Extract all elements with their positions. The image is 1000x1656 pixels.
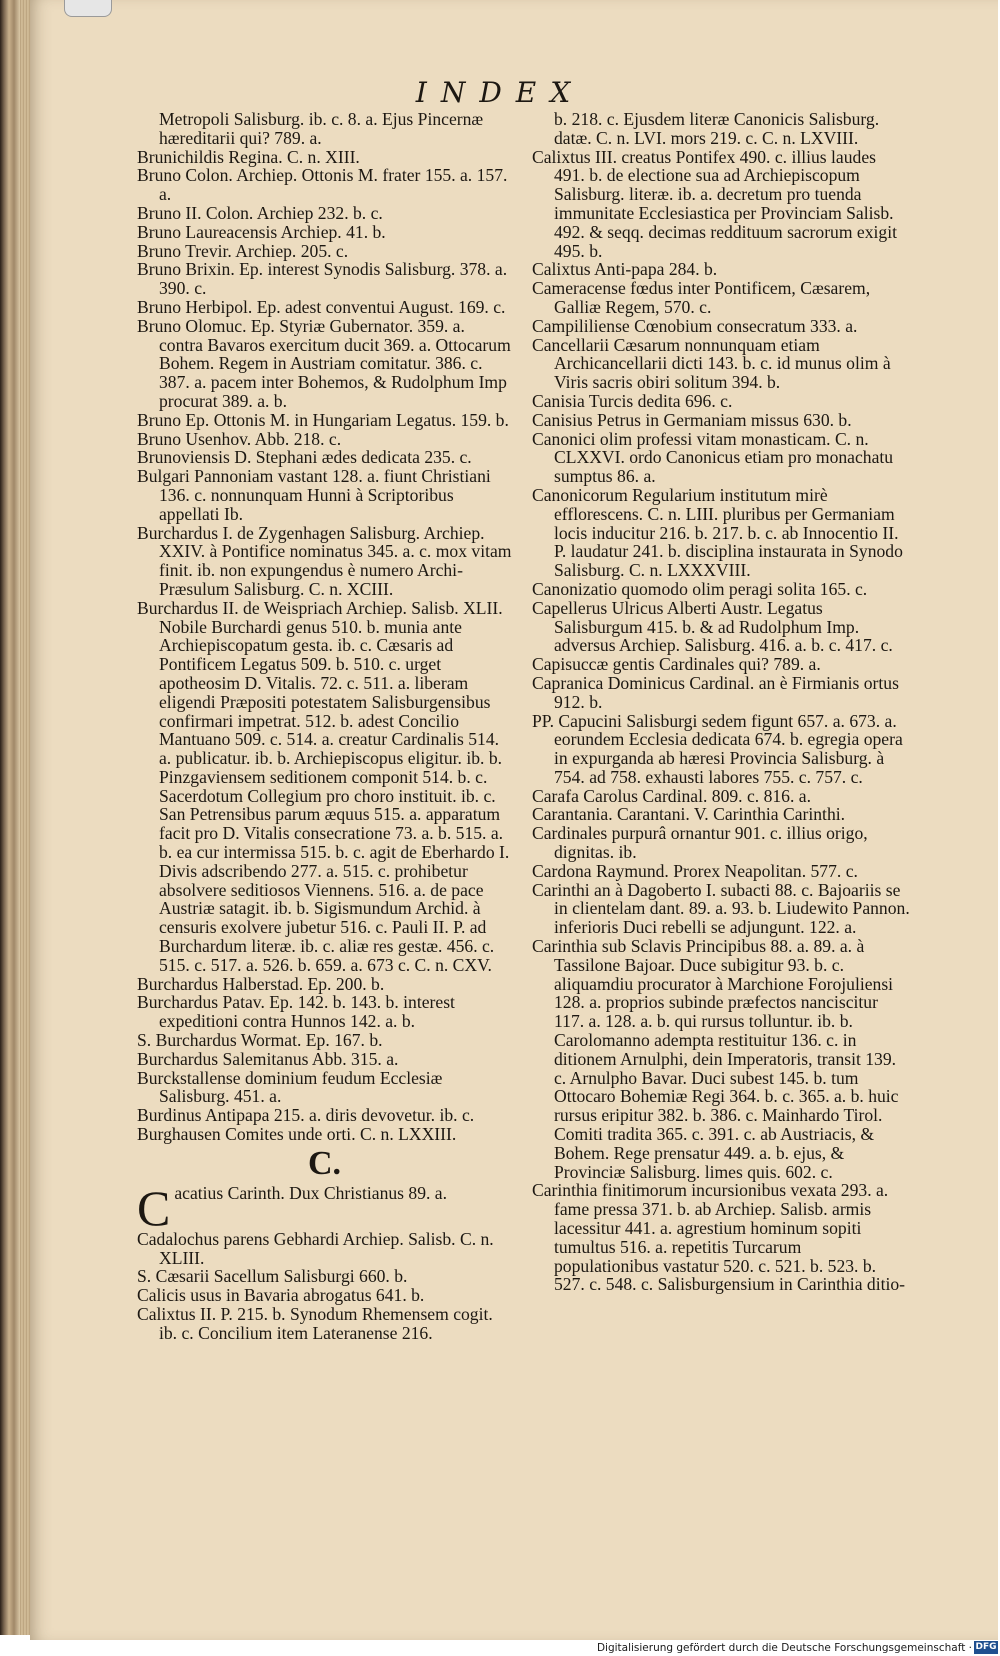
index-entry: Cardona Raymund. Prorex Neapolitan. 577. c. bbox=[532, 860, 858, 881]
index-entry: Burchardus I. de Zygenhagen Salisburg. Archiep. XXIV. à Pontifice nominatus 345. a. c. mox vitam finit. ib. non expungendus è numero Archi-Præsulum Salisburg. C. n. XCIII. bbox=[137, 522, 512, 599]
index-entry: Cardinales purpurâ ornantur 901. c. illius origo, dignitas. ib. bbox=[532, 823, 868, 863]
index-entry: Cadalochus parens Gebhardi Archiep. Salisb. C. n. XLIII. bbox=[137, 1228, 494, 1268]
index-entry: Calicis usus in Bavaria abrogatus 641. b. bbox=[137, 1285, 425, 1306]
index-entry: Bruno II. Colon. Archiep 232. b. c. bbox=[137, 202, 383, 223]
index-entry: Canonici olim professi vitam monasticam. C. n. CLXXVI. ordo Canonicus etiam pro monachatu sumptus 86. a. bbox=[532, 428, 894, 487]
index-entry: Bruno Olomuc. Ep. Styriæ Gubernator. 359. a. contra Bavaros exercitum ducit 369. a. Ottocarum Bohem. Regem in Austriam comitatur. 386. c. 387. a. pacem inter Bohemos, & Rudolphum Imp procurat 389. a. b. bbox=[137, 315, 511, 411]
index-entry: Canonicorum Regularium institutum mirè efflorescens. C. n. LIII. pluribus per Germaniam locis inducitur 216. b. 217. b. c. ab Innocentio II. P. laudatur 241. b. disciplina instaurata in Synodo Salisburg. C. n. LXXXVIII. bbox=[532, 484, 903, 581]
index-entry: Bruno Usenhov. Abb. 218. c. bbox=[137, 428, 342, 449]
index-entry: Canonizatio quomodo olim peragi solita 165. c. bbox=[532, 578, 868, 599]
right-entry-list bbox=[532, 110, 910, 1294]
index-entry: Calixtus III. creatus Pontifex 490. c. illius laudes 491. b. de electione sua ad Archiepiscopum Salisburg. literæ. ib. a. decretum pro tuenda immunitate Ecclesiastica per Provinciam Salisb. 492. & seqq. decimas reddituum sacrorum exigit 495. b. bbox=[532, 146, 898, 261]
index-entry: Calixtus II. P. 215. b. Synodum Rhemensem cogit. ib. c. Concilium item Lateranense 216. bbox=[137, 1304, 493, 1343]
index-entry: Bulgari Pannoniam vastant 128. a. fiunt Christiani 136. c. nonnunquam Hunni à Scriptoribus appellati Ib. bbox=[137, 466, 491, 524]
index-entry: Cancellarii Cæsarum nonnunquam etiam Archicancellarii dicti 143. b. c. id munus olim à Viris sacris obiri solitum 394. b. bbox=[532, 334, 891, 393]
index-entry: Carinthia sub Sclavis Principibus 88. a. 89. a. à Tassilone Bajoar. Duce subigitur 93. b. c. aliquamdiu procurator à Marchione Forojuliensi 128. a. proprios subinde præfectos nanciscitur 117. a. 128. a. b. qui rursus tolluntur. ib. b. Carolomanno adempta restituitur 136. c. in ditionem Arnulphi, dein Imperatoris, transit 139. c. Arnulpho Bavar. Duci subest 145. b. tum Ottocaro Bohemiæ Regi 364. b. c. 365. a. b. huic rursus eripitur 382. b. 386. c. Mainhardo Tirol. Comiti tradita 365. c. 391. c. ab Austriacis, & Bohem. Rege prensatur 449. a. b. ejus, & Provinciæ Salisburg. limes quis. 602. c. bbox=[532, 936, 899, 1182]
index-entry: Bruno Brixin. Ep. interest Synodis Salisburg. 378. a. 390. c. bbox=[137, 259, 508, 299]
index-entry: Burghausen Comites unde orti. C. n. LXXIII. bbox=[137, 1124, 457, 1145]
index-entry: Bruno Trevir. Archiep. 205. c. bbox=[137, 240, 349, 261]
index-entry: Bruno Laureacensis Archiep. 41. b. bbox=[137, 221, 386, 242]
dfg-logo-icon: DFG bbox=[975, 1642, 997, 1652]
index-entry: S. Cæsarii Sacellum Salisburgi 660. b. bbox=[137, 1266, 408, 1287]
right-column bbox=[532, 110, 910, 1294]
left-column bbox=[137, 110, 512, 1343]
index-entry: Burdinus Antipapa 215. a. diris devovetur. ib. c. bbox=[137, 1105, 475, 1126]
left-entry-list-after bbox=[137, 1230, 512, 1343]
index-entry: Burckstallense dominium feudum Ecclesiæ Salisburg. 451. a. bbox=[137, 1067, 443, 1107]
index-entry: Carafa Carolus Cardinal. 809. c. 816. a. bbox=[532, 785, 811, 806]
index-entry: Canisia Turcis dedita 696. c. bbox=[532, 390, 733, 411]
index-entry: Capellerus Ulricus Alberti Austr. Legatus Salisburgum 415. b. & ad Rudolphum Imp. adversus Archiep. Salisburg. 416. a. b. c. 417. c. bbox=[532, 597, 893, 656]
index-entry: S. Burchardus Wormat. Ep. 167. b. bbox=[137, 1030, 383, 1051]
dropcap-entry-text: acatius Carinth. Dux Christianus 89. a. bbox=[174, 1182, 448, 1203]
index-entry: Bruno Colon. Archiep. Ottonis M. frater 155. a. 157. a. bbox=[137, 165, 508, 205]
index-entry: Brunichildis Regina. C. n. XIII. bbox=[137, 146, 360, 167]
index-entry: b. 218. c. Ejusdem literæ Canonicis Salisburg. datæ. C. n. LVI. mors 219. c. C. n. LXVIII. bbox=[554, 109, 880, 148]
letter-section-heading: C. bbox=[307, 1144, 342, 1182]
index-entry: Capisuccæ gentis Cardinales qui? 789. a. bbox=[532, 654, 821, 675]
book-page-stack bbox=[0, 0, 20, 1635]
page-clip bbox=[64, 0, 112, 17]
index-entry: Calixtus Anti-papa 284. b. bbox=[532, 259, 718, 280]
dropcap-letter: C bbox=[137, 1179, 171, 1236]
index-entry: PP. Capucini Salisburgi sedem figunt 657. a. 673. a. eorundem Ecclesia dedicata 674. b. egregia opera in expurganda ab hæresi Provincia Salisburg. à 754. ad 758. exhausti labores 755. c. 757. c. bbox=[532, 710, 903, 787]
footer-credit: Digitalisierung gefördert durch die Deutsche Forschungsgemeinschaft · bbox=[596, 1642, 972, 1654]
index-entry: Burchardus II. de Weispriach Archiep. Salisb. XLII. Nobile Burchardi genus 510. b. munia ante Archiepiscopatum gesta. ib. c. Cæsaris ad Pontificem Legatus 509. b. 510. c. urget apotheosim D. Vitalis. 72. c. 511. a. liberam eligendi Præpositi potestatem Salisburgensibus confirmari impetrat. 512. b. adest Concilio Mantuano 509. c. 514. a. creatur Cardinalis 514. a. publicatur. ib. b. Archiepiscopus eligitur. ib. b. Pinzgaviensem seditionem componit 514. b. c. Sacerdotum Collegium pro choro instituit. ib. c. San Petrensibus parum æquus 515. a. apparatum facit pro D. Vitalis consecratione 73. a. b. 515. a. b. ea cur intermissa 515. b. c. agit de Eberhardo I. Divis adscribendo 277. a. 515. c. prohibetur absolvere seditiosos Viennens. 516. a. de pace Austriæ satagit. ib. b. Sigismundum Archid. à censuris exolvere jubetur 516. c. Pauli II. P. ad Burchardum literæ. ib. c. aliæ res gestæ. 456. c. 515. c. 517. a. 526. b. 659. a. 673 c. C. n. CXV. bbox=[137, 597, 510, 975]
index-entry: Burchardus Halberstad. Ep. 200. b. bbox=[137, 973, 385, 994]
index-entry: Carantania. Carantani. V. Carinthia Carinthi. bbox=[532, 804, 846, 825]
index-entry: Carinthia finitimorum incursionibus vexata 293. a. fame pressa 371. b. ab Archiep. Salisb. armis lacessitur 441. a. agrestium hominum sopiti tumultus 516. a. repetitis Turcarum populationibus vastatur 520. c. 521. b. 523. b. 527. c. 548. c. Salisburgensium in Carinthia ditio- bbox=[532, 1180, 906, 1295]
index-entry: Burchardus Patav. Ep. 142. b. 143. b. interest expeditioni contra Hunnos 142. a. b. bbox=[137, 992, 455, 1032]
page-header: INDEX bbox=[415, 76, 585, 109]
index-entry: Brunoviensis D. Stephani ædes dedicata 235. c. bbox=[137, 447, 472, 468]
index-entry: Bruno Ep. Ottonis M. in Hungariam Legatus. 159. b. bbox=[137, 409, 509, 430]
footer-bar bbox=[0, 1640, 1000, 1656]
index-entry: Metropoli Salisburg. ib. c. 8. a. Ejus Pincernæ hæreditarii qui? 789. a. bbox=[159, 109, 484, 148]
index-entry: Bruno Herbipol. Ep. adest conventui August. 169. c. bbox=[137, 296, 506, 317]
index-entry: Carinthi an à Dagoberto I. subacti 88. c. Bajoariis se in clientelam dant. 89. a. 93. b. Liudewito Pannon. inferioris Duci rebelli se adjungunt. 122. a. bbox=[532, 879, 910, 938]
index-entry: Burchardus Salemitanus Abb. 315. a. bbox=[137, 1048, 399, 1069]
index-entry: Cameracense fœdus inter Pontificem, Cæsarem, Galliæ Regem, 570. c. bbox=[532, 278, 871, 317]
index-entry: Capranica Dominicus Cardinal. an è Firmianis ortus 912. b. bbox=[532, 672, 899, 712]
dropcap-entry bbox=[137, 1179, 512, 1236]
left-entry-list bbox=[137, 110, 512, 1144]
index-entry: Campililiense Cœnobium consecratum 333. a. bbox=[532, 315, 858, 336]
index-entry: Canisius Petrus in Germaniam missus 630. b. bbox=[532, 409, 852, 430]
